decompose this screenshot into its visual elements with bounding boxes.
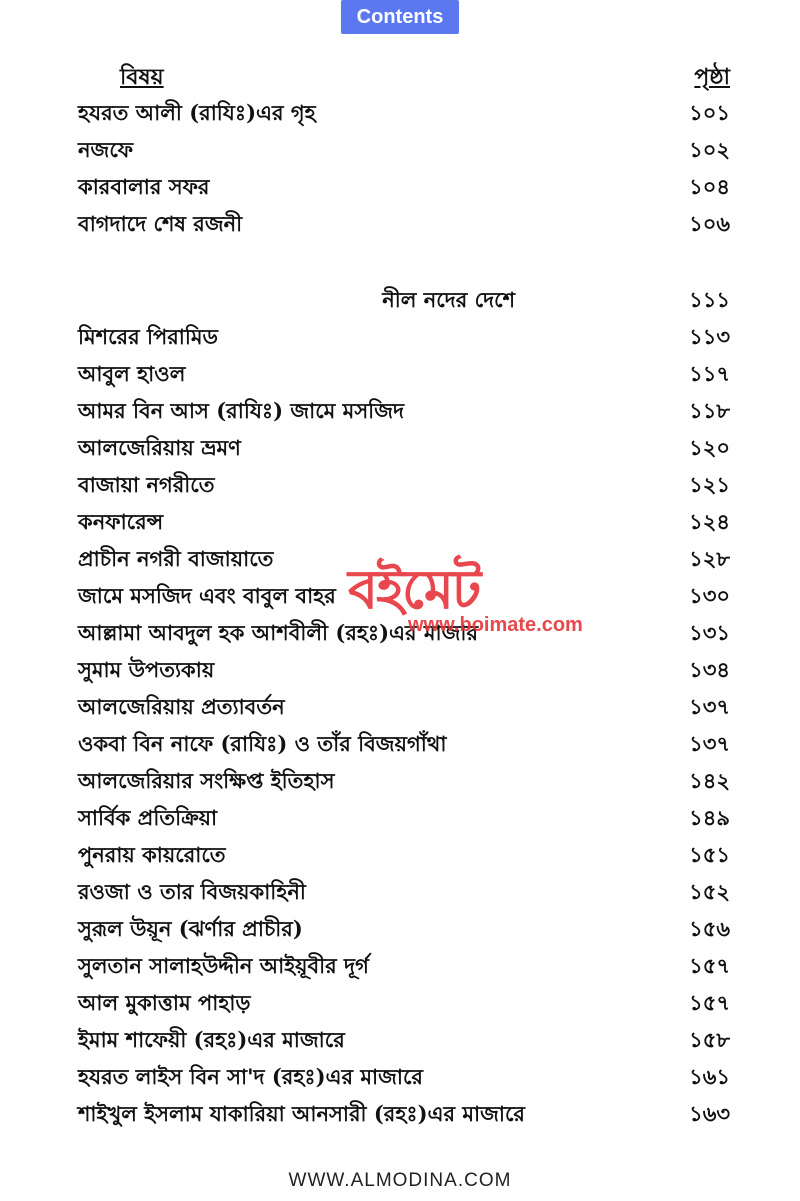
toc-entry-title: সুমাম উপত্যকায়: [78, 657, 215, 682]
toc-entry-page: ১৩৭: [689, 731, 730, 756]
toc-entry-title: আবুল হাওল: [78, 361, 186, 386]
toc-entry-page: ১০৬: [689, 211, 730, 236]
toc-entry-page: ১০৪: [689, 174, 730, 199]
contents-button[interactable]: Contents: [341, 0, 459, 34]
toc-entry-page: ১৫১: [689, 842, 730, 867]
toc-entry-page: ১৫৮: [689, 1027, 730, 1052]
toc-entry-page: ১৩০: [689, 583, 730, 608]
toc-entry-title: হযরত আলী (রাযিঃ)এর গৃহ: [78, 100, 316, 125]
toc-entry-page: ১০১: [689, 100, 730, 125]
toc-entry-title: আমর বিন আস (রাযিঃ) জামে মসজিদ: [78, 398, 405, 423]
toc-entry[interactable]: [78, 466, 730, 500]
toc-entry-title: সুরূল উয়ূন (ঝর্ণার প্রাচীর): [78, 916, 303, 941]
toc-entry[interactable]: [78, 131, 730, 165]
watermark-logo: বইমেট: [348, 558, 480, 621]
toc-entry-title: আল্লামা আবদুল হক আশবীলী (রহঃ)এর মাজার: [78, 620, 479, 645]
toc-entry-page: ১৫৭: [689, 990, 730, 1015]
toc-entry-title: সার্বিক প্রতিক্রিয়া: [78, 805, 218, 830]
toc-entry-page: ১৬১: [689, 1064, 730, 1089]
toc-entry[interactable]: [78, 205, 730, 239]
toc-entry[interactable]: [78, 799, 730, 833]
toc-entry-title: হযরত লাইস বিন সা'দ (রহঃ)এর মাজারে: [78, 1064, 423, 1089]
toc-entry[interactable]: [78, 168, 730, 202]
toc-entry-page: ১২৪: [689, 509, 730, 534]
toc-entry-page: ১১৮: [689, 398, 730, 423]
toc-entry[interactable]: [78, 503, 730, 537]
toc-entry-page: ১৬৩: [689, 1101, 730, 1126]
toc-entry-title: পুনরায় কায়রোতে: [78, 842, 226, 867]
toc-entry[interactable]: [78, 984, 730, 1018]
page-column-header: পৃষ্ঠা: [694, 64, 730, 90]
toc-entry-title: বাজায়া নগরীতে: [78, 472, 215, 497]
toc-entry-title: আলজেরিয়ায় প্রত্যাবর্তন: [78, 694, 285, 719]
toc-entry[interactable]: [78, 688, 730, 722]
toc-entry[interactable]: [78, 873, 730, 907]
toc-entry-title: শাইখুল ইসলাম যাকারিয়া আনসারী (রহঃ)এর মাজারে: [78, 1101, 525, 1126]
toc-entry-title: কারবালার সফর: [78, 174, 210, 199]
toc-entry-title: বাগদাদে শেষ রজনী: [78, 211, 243, 236]
column-headers: [80, 60, 730, 94]
toc-entry-page: ১০২: [689, 137, 730, 162]
toc-entry-title: আল মুকাত্তাম পাহাড়: [78, 990, 251, 1015]
toc-entry-title: মিশরের পিরামিড: [78, 324, 218, 349]
toc-entry[interactable]: [78, 1058, 730, 1092]
toc-entry[interactable]: [78, 94, 730, 128]
section-page: ১১১: [689, 287, 730, 312]
toc-entry-page: ১২১: [689, 472, 730, 497]
toc-entry-title: জামে মসজিদ এবং বাবুল বাহর: [78, 583, 336, 608]
section-title: নীল নদের দেশে: [382, 287, 515, 312]
toc-entry[interactable]: [78, 836, 730, 870]
boimate-watermark: [348, 548, 583, 658]
toc-entry-title: কনফারেন্স: [78, 509, 164, 534]
toc-entry-page: ১২৮: [689, 546, 730, 571]
toc-entry-page: ১৫৭: [689, 953, 730, 978]
toc-entry-title: ওকবা বিন নাফে (রাযিঃ) ও তাঁর বিজয়গাঁথা: [78, 731, 447, 756]
watermark-url: www.boimate.com: [408, 614, 583, 636]
toc-entry[interactable]: [78, 725, 730, 759]
toc-entry-page: ১৫২: [689, 879, 730, 904]
toc-entry-title: আলজেরিয়ার সংক্ষিপ্ত ইতিহাস: [78, 768, 335, 793]
toc-entry[interactable]: [78, 947, 730, 981]
toc-entry-page: ১২০: [689, 435, 730, 460]
toc-entry[interactable]: [78, 392, 730, 426]
toc-entry-page: ১৫৬: [689, 916, 730, 941]
subject-column-header: বিষয়: [120, 64, 164, 90]
toc-entry[interactable]: [78, 318, 730, 352]
toc-entry[interactable]: [78, 429, 730, 463]
toc-entry-title: প্রাচীন নগরী বাজায়াতে: [78, 546, 274, 571]
toc-entry-title: নজফে: [78, 137, 134, 162]
toc-entry[interactable]: [78, 910, 730, 944]
toc-entry-page: ১৩৭: [689, 694, 730, 719]
toc-entry[interactable]: [78, 1095, 730, 1129]
toc-entry-title: সুলতান সালাহউদ্দীন আইয়ূবীর দূর্গ: [78, 953, 369, 978]
toc-entry-title: আলজেরিয়ায় ভ্রমণ: [78, 435, 241, 460]
toc-entry-page: ১৪৯: [689, 805, 730, 830]
section-heading[interactable]: [78, 281, 730, 315]
footer-website[interactable]: WWW.ALMODINA.COM: [288, 1170, 512, 1191]
toc-entry-title: ইমাম শাফেয়ী (রহঃ)এর মাজারে: [78, 1027, 345, 1052]
toc-entry-page: ১৪২: [689, 768, 730, 793]
toc-entry[interactable]: [78, 762, 730, 796]
toc-entry[interactable]: [78, 355, 730, 389]
toc-entry-page: ১১৭: [689, 361, 730, 386]
toc-entry-page: ১৩৪: [689, 657, 730, 682]
toc-entry-page: ১৩১: [689, 620, 730, 645]
toc-entry[interactable]: [78, 1021, 730, 1055]
toc-entry-title: রওজা ও তার বিজয়কাহিনী: [78, 879, 306, 904]
toc-entry-page: ১১৩: [689, 324, 730, 349]
